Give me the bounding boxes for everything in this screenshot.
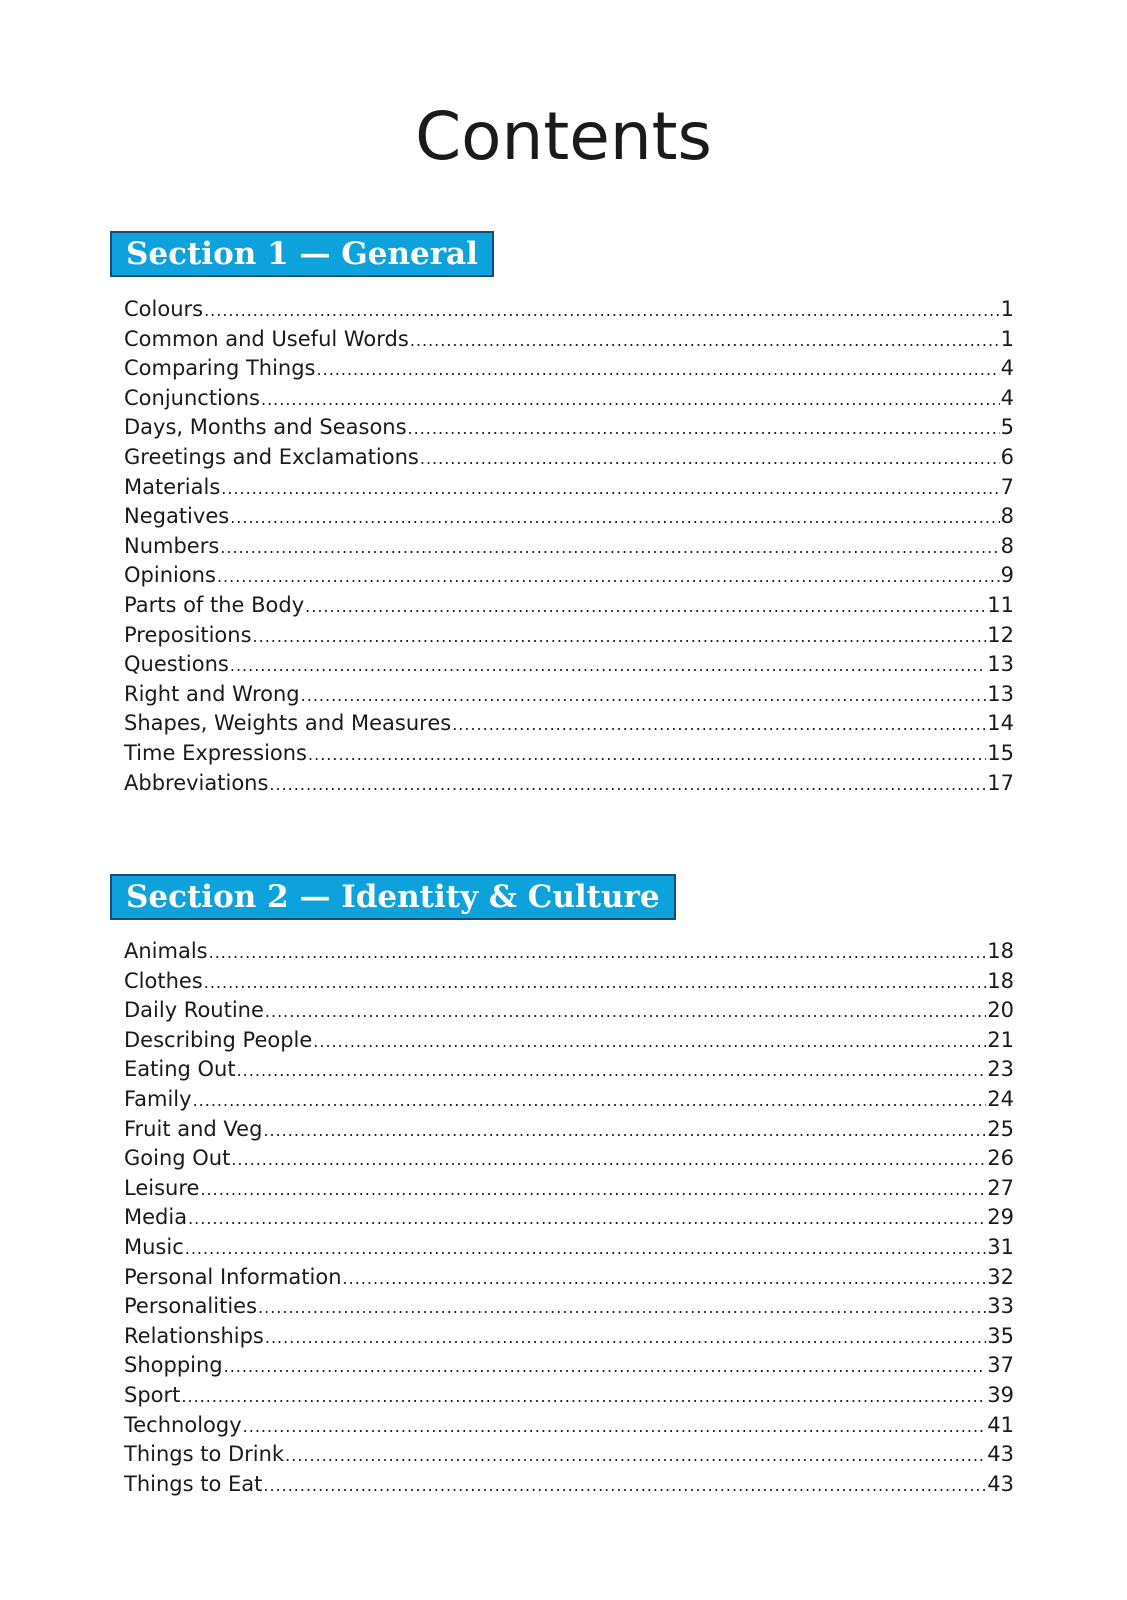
- toc-leader-dots: [265, 997, 986, 1027]
- toc-entry[interactable]: [124, 443, 1014, 473]
- toc-leader-dots: [204, 968, 987, 998]
- toc-entry-page-number: 43: [987, 1471, 1014, 1496]
- toc-entry-label: Common and Useful Words: [124, 326, 409, 351]
- toc-leader-dots: [204, 296, 1000, 326]
- toc-entry-page-number: 27: [987, 1175, 1014, 1200]
- toc-entry-label: Things to Drink: [124, 1442, 285, 1467]
- toc-leader-dots: [231, 1145, 986, 1175]
- toc-entry-page-number: 6: [1000, 444, 1014, 469]
- toc-entry-label: Daily Routine: [124, 998, 264, 1023]
- toc-entry-page-number: 24: [987, 1086, 1014, 1111]
- toc-leader-dots: [181, 1382, 986, 1412]
- toc-leader-dots: [230, 651, 986, 681]
- toc-leader-dots: [221, 474, 999, 504]
- toc-entry[interactable]: [124, 739, 1014, 769]
- toc-leader-dots: [263, 1471, 986, 1501]
- toc-entry-page-number: 9: [1000, 563, 1014, 588]
- toc-leader-dots: [230, 503, 999, 533]
- toc-leader-dots: [258, 1293, 986, 1323]
- toc-entry-page-number: 13: [987, 681, 1014, 706]
- toc-leader-dots: [343, 1264, 987, 1294]
- toc-entry-label: Comparing Things: [124, 356, 316, 381]
- toc-entry-label: Media: [124, 1205, 188, 1230]
- toc-entry-page-number: 17: [987, 770, 1014, 795]
- toc-entry-label: Conjunctions: [124, 385, 260, 410]
- toc-entry-label: Leisure: [124, 1175, 200, 1200]
- toc-entry-page-number: 33: [987, 1294, 1014, 1319]
- toc-entry-page-number: 31: [987, 1234, 1014, 1259]
- toc-leader-dots: [317, 355, 1000, 385]
- toc-entry-label: Sport: [124, 1382, 181, 1407]
- toc-entry-label: Personal Information: [124, 1264, 342, 1289]
- toc-entry[interactable]: [124, 532, 1014, 562]
- toc-entry-page-number: 35: [987, 1323, 1014, 1348]
- toc-entry[interactable]: [124, 1381, 1014, 1411]
- toc-leader-dots: [301, 681, 987, 711]
- toc-leader-dots: [188, 1204, 986, 1234]
- toc-entry-label: Going Out: [124, 1146, 231, 1171]
- toc-entry[interactable]: [124, 996, 1014, 1026]
- toc-entry[interactable]: [124, 561, 1014, 591]
- toc-leader-dots: [185, 1234, 987, 1264]
- toc-entry-label: Technology: [124, 1412, 242, 1437]
- toc-entry[interactable]: [124, 1026, 1014, 1056]
- toc-entry-label: Negatives: [124, 504, 230, 529]
- toc-entry-page-number: 41: [987, 1412, 1014, 1437]
- toc-leader-dots: [313, 1027, 986, 1057]
- toc-entry-label: Materials: [124, 474, 221, 499]
- toc-entry-page-number: 43: [987, 1442, 1014, 1467]
- toc-entry-page-number: 23: [987, 1057, 1014, 1082]
- toc-leader-dots: [209, 938, 987, 968]
- toc-leader-dots: [285, 1441, 986, 1471]
- toc-leader-dots: [237, 1056, 987, 1086]
- toc-entry-page-number: 8: [1000, 504, 1014, 529]
- toc-entry[interactable]: [124, 1411, 1014, 1441]
- toc-entry-page-number: 4: [1000, 385, 1014, 410]
- toc-entry[interactable]: [124, 1144, 1014, 1174]
- toc-entry[interactable]: [124, 1203, 1014, 1233]
- toc-leader-dots: [261, 385, 1000, 415]
- toc-entry-page-number: 39: [987, 1382, 1014, 1407]
- toc-leader-dots: [193, 1086, 987, 1116]
- toc-entry[interactable]: [124, 1085, 1014, 1115]
- page-title: Contents: [415, 98, 712, 175]
- toc-entry[interactable]: [124, 295, 1014, 325]
- toc-leader-dots: [265, 1323, 986, 1353]
- toc-entry-label: Animals: [124, 939, 208, 963]
- toc-entry[interactable]: [124, 1322, 1014, 1352]
- toc-entry-label: Greetings and Exclamations: [124, 444, 419, 469]
- toc-entry-page-number: 29: [987, 1205, 1014, 1230]
- section-1-heading: Section 1 — General: [110, 231, 494, 277]
- toc-entry-page-number: 1: [1000, 297, 1014, 321]
- toc-entry[interactable]: [124, 384, 1014, 414]
- toc-entry[interactable]: [124, 325, 1014, 355]
- toc-entry[interactable]: [124, 680, 1014, 710]
- toc-entry-page-number: 1: [1000, 326, 1014, 351]
- toc-leader-dots: [410, 326, 1000, 356]
- toc-entry[interactable]: [124, 1292, 1014, 1322]
- toc-entry[interactable]: [124, 709, 1014, 739]
- toc-leader-dots: [217, 562, 1000, 592]
- toc-leader-dots: [263, 1116, 986, 1146]
- toc-entry[interactable]: [124, 1470, 1014, 1500]
- toc-entry-label: Time Expressions: [124, 740, 308, 765]
- toc-entry-page-number: 21: [987, 1027, 1014, 1052]
- toc-entry-page-number: 37: [987, 1353, 1014, 1378]
- toc-entry-label: Eating Out: [124, 1057, 236, 1082]
- toc-entry[interactable]: [124, 591, 1014, 621]
- toc-leader-dots: [200, 1175, 986, 1205]
- toc-entry[interactable]: [124, 1263, 1014, 1293]
- toc-entry-page-number: 18: [987, 968, 1014, 993]
- toc-entry-label: Music: [124, 1234, 184, 1259]
- toc-entry[interactable]: [124, 967, 1014, 997]
- toc-entry[interactable]: [124, 937, 1014, 967]
- toc-entry[interactable]: [124, 1233, 1014, 1263]
- toc-entry[interactable]: [124, 1440, 1014, 1470]
- toc-entry-page-number: 25: [987, 1116, 1014, 1141]
- toc-entry-label: Relationships: [124, 1323, 264, 1348]
- toc-entry[interactable]: [124, 473, 1014, 503]
- toc-entry-label: Parts of the Body: [124, 592, 305, 617]
- toc-entry-label: Things to Eat: [124, 1471, 263, 1496]
- toc-entry[interactable]: [124, 769, 1014, 799]
- toc-entry-label: Shopping: [124, 1353, 223, 1378]
- toc-entry[interactable]: [124, 1055, 1014, 1085]
- section-2-heading: Section 2 — Identity & Culture: [110, 874, 676, 920]
- toc-leader-dots: [220, 533, 999, 563]
- toc-entry-label: Personalities: [124, 1294, 258, 1319]
- toc-entry-page-number: 8: [1000, 533, 1014, 558]
- toc-entry[interactable]: [124, 1351, 1014, 1381]
- toc-leader-dots: [420, 444, 1000, 474]
- toc-entry[interactable]: [124, 1115, 1014, 1145]
- toc-leader-dots: [224, 1352, 987, 1382]
- toc-entry[interactable]: [124, 1174, 1014, 1204]
- section-2-toc-list: [124, 937, 1014, 1499]
- toc-entry-label: Numbers: [124, 533, 220, 558]
- toc-entry-page-number: 7: [1000, 474, 1014, 499]
- toc-entry-page-number: 32: [987, 1264, 1014, 1289]
- section-1-toc-list: [124, 295, 1014, 798]
- toc-entry[interactable]: [124, 502, 1014, 532]
- toc-entry-page-number: 11: [987, 592, 1014, 617]
- toc-entry[interactable]: [124, 413, 1014, 443]
- toc-entry[interactable]: [124, 354, 1014, 384]
- toc-entry-page-number: 5: [1000, 415, 1014, 440]
- toc-entry-page-number: 14: [987, 711, 1014, 736]
- toc-leader-dots: [408, 414, 1000, 444]
- toc-entry-label: Opinions: [124, 563, 216, 588]
- toc-entry-label: Shapes, Weights and Measures: [124, 711, 452, 736]
- toc-entry-label: Colours: [124, 297, 204, 321]
- toc-entry-page-number: 26: [987, 1146, 1014, 1171]
- toc-entry-page-number: 20: [987, 998, 1014, 1023]
- toc-entry-page-number: 13: [987, 652, 1014, 677]
- toc-entry-page-number: 15: [987, 740, 1014, 765]
- toc-leader-dots: [243, 1412, 987, 1442]
- toc-leader-dots: [253, 622, 987, 652]
- toc-leader-dots: [308, 740, 986, 770]
- toc-entry-label: Family: [124, 1086, 192, 1111]
- toc-leader-dots: [269, 770, 986, 800]
- toc-entry[interactable]: [124, 621, 1014, 651]
- toc-leader-dots: [305, 592, 986, 622]
- toc-entry-label: Right and Wrong: [124, 681, 300, 706]
- toc-entry-label: Describing People: [124, 1027, 313, 1052]
- toc-entry-label: Fruit and Veg: [124, 1116, 263, 1141]
- toc-entry-label: Prepositions: [124, 622, 252, 647]
- toc-entry-label: Clothes: [124, 968, 203, 993]
- toc-leader-dots: [452, 710, 986, 740]
- toc-entry-page-number: 12: [987, 622, 1014, 647]
- toc-entry[interactable]: [124, 650, 1014, 680]
- toc-entry-page-number: 4: [1000, 356, 1014, 381]
- toc-entry-label: Questions: [124, 652, 229, 677]
- toc-entry-label: Days, Months and Seasons: [124, 415, 407, 440]
- toc-entry-label: Abbreviations: [124, 770, 269, 795]
- toc-entry-page-number: 18: [987, 939, 1014, 963]
